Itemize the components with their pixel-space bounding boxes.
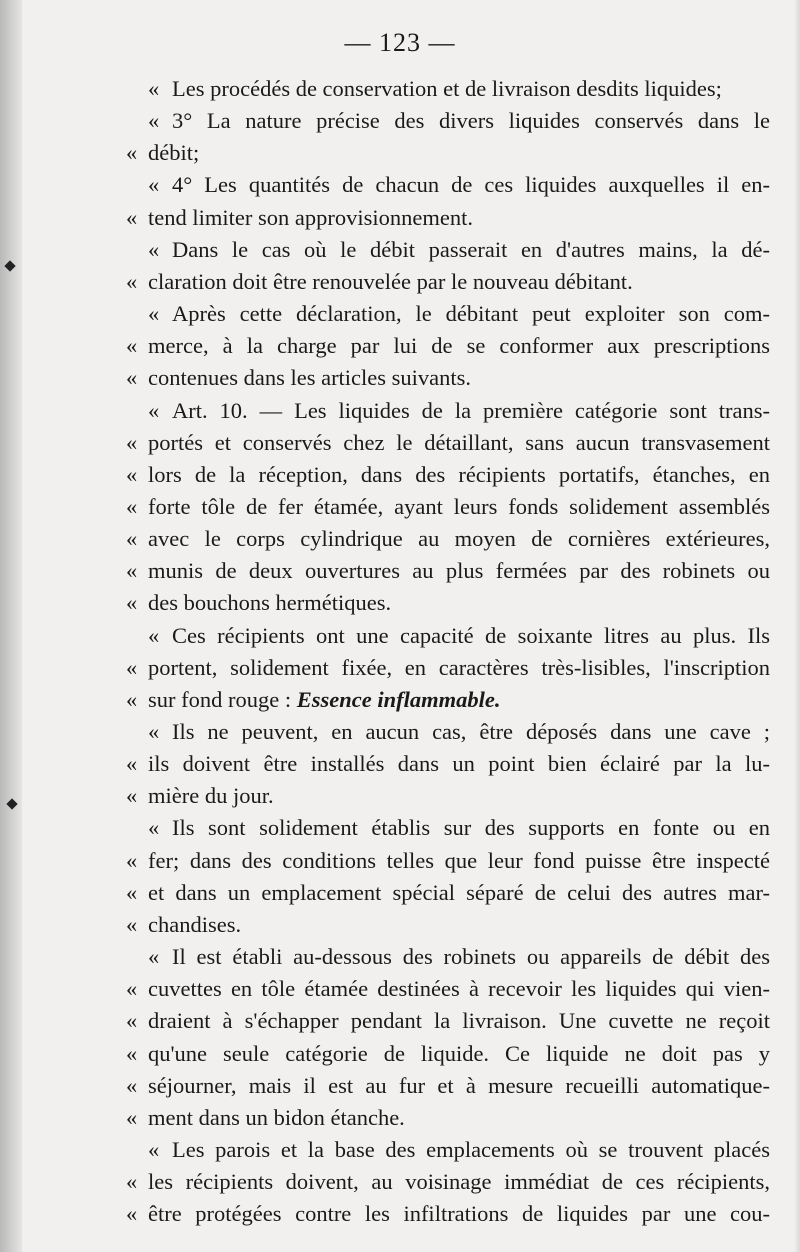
line-text xyxy=(148,1004,770,1038)
quote-mark: « xyxy=(126,879,138,905)
line-text-content: débit; xyxy=(148,140,200,166)
line-text-content: draient à s'échapper pendant la livraison. Une cuvette ne reçoit xyxy=(148,1008,770,1034)
line-text-content: des bouchons hermétiques. xyxy=(148,590,392,616)
line-text xyxy=(148,651,770,685)
line-text xyxy=(172,940,770,974)
line-text-content: et dans un emplacement spécial séparé de celui des autres mar- xyxy=(148,879,770,905)
line-text-content: Les procédés de conservation et de livraison desdits liquides; xyxy=(172,76,722,101)
text-line xyxy=(0,1133,800,1167)
line-text-content: claration doit être renouvelée par le nouveau débitant. xyxy=(148,268,633,294)
line-text-content: forte tôle de fer étamée, ayant leurs fonds solidement assemblés xyxy=(148,493,770,519)
quote-mark: « xyxy=(126,1169,138,1195)
quote-mark: « xyxy=(126,751,138,777)
italic-inscription: Essence inflammable. xyxy=(296,686,501,712)
quote-mark: « xyxy=(126,686,138,712)
line-text xyxy=(148,876,770,910)
line-text-content: Art. 10. — Les liquides de la première catégorie sont trans- xyxy=(172,397,770,423)
text-line xyxy=(0,779,800,813)
line-text-content: être protégées contre les infiltrations de liquides par une cou- xyxy=(148,1201,770,1227)
quote-mark: « xyxy=(148,108,160,134)
quote-mark: « xyxy=(148,719,160,744)
line-text xyxy=(172,233,770,267)
line-text xyxy=(148,361,770,395)
line-text-content: lors de la réception, dans des récipients portatifs, étanches, en xyxy=(148,461,770,487)
text-line xyxy=(0,747,800,781)
quote-mark: « xyxy=(148,1136,160,1162)
quote-mark: « xyxy=(148,622,160,648)
text-line xyxy=(0,233,800,267)
line-text xyxy=(148,1037,770,1071)
line-text-content: portés et conservés chez le détaillant, sans aucun transvasement xyxy=(148,429,770,455)
text-line xyxy=(0,104,800,138)
line-text-content: portent, solidement fixée, en caractères très-lisibles, l'inscription xyxy=(148,654,770,680)
text-line xyxy=(0,811,800,845)
quote-mark: « xyxy=(126,333,138,359)
line-text-content: ment dans un bidon étanche. xyxy=(148,1104,405,1130)
line-text-content: contenues dans les articles suivants. xyxy=(148,365,472,391)
line-text-content: chandises. xyxy=(148,911,242,937)
text-line xyxy=(0,522,800,556)
line-text xyxy=(148,329,770,363)
quote-mark: « xyxy=(126,1072,138,1098)
text-line xyxy=(0,168,800,202)
line-text-content: qu'une seule catégorie de liquide. Ce liquide ne doit pas y xyxy=(148,1040,770,1066)
quote-mark: « xyxy=(126,590,138,616)
line-text-content: tend limiter son approvisionnement. xyxy=(148,204,473,230)
quote-mark: « xyxy=(148,172,160,198)
text-line xyxy=(0,265,800,299)
line-text-content: séjourner, mais il est au fur et à mesure recueilli automatique- xyxy=(148,1072,770,1098)
line-text-content: Dans le cas où le débit passerait en d'autres mains, la dé- xyxy=(172,236,770,262)
line-text xyxy=(148,844,770,878)
quote-mark: « xyxy=(148,236,160,262)
quote-mark: « xyxy=(126,493,138,519)
line-text xyxy=(172,619,770,653)
quote-mark: « xyxy=(126,558,138,584)
quote-mark: « xyxy=(126,654,138,680)
quote-mark: « xyxy=(126,140,138,166)
text-line xyxy=(0,651,800,685)
text-line xyxy=(0,908,800,942)
line-text xyxy=(148,1165,770,1199)
quote-mark: « xyxy=(126,268,138,294)
line-text xyxy=(148,426,770,460)
line-text xyxy=(148,586,770,620)
line-text xyxy=(172,168,770,202)
text-line xyxy=(0,940,800,974)
line-text-content: sur fond rouge : xyxy=(148,686,297,712)
line-text xyxy=(148,683,770,717)
text-line xyxy=(0,1165,800,1199)
quote-mark: « xyxy=(126,365,138,391)
quote-mark: « xyxy=(126,911,138,937)
text-line xyxy=(0,136,800,170)
text-line xyxy=(0,361,800,395)
line-text xyxy=(172,297,770,331)
quote-mark: « xyxy=(148,815,160,841)
text-line xyxy=(0,586,800,620)
line-text xyxy=(148,136,770,170)
text-line xyxy=(0,426,800,460)
line-text-content: ils doivent être installés dans un point bien éclairé par la lu- xyxy=(148,751,770,777)
text-line xyxy=(0,490,800,524)
line-text-content: Il est établi au-dessous des robinets ou appareils de débit des xyxy=(172,944,770,970)
line-text-content: munis de deux ouvertures au plus fermées par des robinets ou xyxy=(148,558,770,584)
text-line xyxy=(0,394,800,428)
quote-mark: « xyxy=(126,1201,138,1227)
line-text-content: Ils sont solidement établis sur des supports en fonte ou en xyxy=(172,815,770,841)
text-line xyxy=(0,201,800,235)
line-text xyxy=(148,747,770,781)
quote-mark: « xyxy=(126,976,138,1002)
text-line xyxy=(0,297,800,331)
text-line xyxy=(0,1004,800,1038)
line-text xyxy=(148,554,770,588)
line-text-content: Après cette déclaration, le débitant peut exploiter son com- xyxy=(172,301,770,327)
quote-mark: « xyxy=(126,204,138,230)
text-line xyxy=(0,1197,800,1231)
line-text-content: mière du jour. xyxy=(148,783,274,809)
line-text xyxy=(172,72,770,106)
quote-mark: « xyxy=(126,429,138,455)
quote-mark: « xyxy=(148,76,160,101)
text-line xyxy=(0,458,800,492)
quote-mark: « xyxy=(126,847,138,873)
text-line xyxy=(0,972,800,1006)
line-text-content: 4° Les quantités de chacun de ces liquides auxquelles il en- xyxy=(172,172,770,198)
line-text-content: fer; dans des conditions telles que leur fond puisse être inspecté xyxy=(148,847,770,873)
quote-mark: « xyxy=(126,526,138,552)
line-text xyxy=(172,811,770,845)
text-line xyxy=(0,619,800,653)
line-text xyxy=(172,715,770,749)
line-text xyxy=(172,1133,770,1167)
quote-mark: « xyxy=(126,783,138,809)
line-text xyxy=(148,908,770,942)
line-text-content: 3° La nature précise des divers liquides conservés dans le xyxy=(172,108,770,134)
line-text-content: Les parois et la base des emplacements où se trouvent placés xyxy=(172,1136,770,1162)
line-text xyxy=(148,1069,770,1103)
line-text xyxy=(148,265,770,299)
text-line xyxy=(0,554,800,588)
line-text xyxy=(172,394,770,428)
line-text xyxy=(148,1101,770,1135)
text-line xyxy=(0,329,800,363)
quote-mark: « xyxy=(148,397,160,423)
quote-mark: « xyxy=(148,944,160,970)
line-text-content: avec le corps cylindrique au moyen de cornières extérieures, xyxy=(148,526,770,552)
text-line xyxy=(0,844,800,878)
line-text-content: Ces récipients ont une capacité de soixante litres au plus. Ils xyxy=(172,622,770,648)
text-line xyxy=(0,72,800,106)
quote-mark: « xyxy=(126,1008,138,1034)
text-line xyxy=(0,876,800,910)
text-line xyxy=(0,683,800,717)
line-text xyxy=(148,1197,770,1231)
quote-mark: « xyxy=(126,1104,138,1130)
line-text xyxy=(148,522,770,556)
line-text xyxy=(148,490,770,524)
line-text xyxy=(148,779,770,813)
quote-mark: « xyxy=(126,461,138,487)
quote-mark: « xyxy=(148,301,160,327)
quote-mark: « xyxy=(126,1040,138,1066)
line-text-content: merce, à la charge par lui de se conformer aux prescriptions xyxy=(148,333,770,359)
text-line xyxy=(0,715,800,749)
line-text xyxy=(148,458,770,492)
line-text xyxy=(172,104,770,138)
line-text-content: cuvettes en tôle étamée destinées à recevoir les liquides qui vien- xyxy=(148,976,770,1002)
line-text xyxy=(148,201,770,235)
line-text-content: Ils ne peuvent, en aucun cas, être déposés dans une cave ; xyxy=(172,719,770,744)
text-line xyxy=(0,1101,800,1135)
page-number: — 123 — xyxy=(344,28,456,57)
text-line xyxy=(0,1037,800,1071)
line-text-content: les récipients doivent, au voisinage immédiat de ces récipients, xyxy=(148,1169,770,1195)
text-line xyxy=(0,1069,800,1103)
line-text xyxy=(148,972,770,1006)
